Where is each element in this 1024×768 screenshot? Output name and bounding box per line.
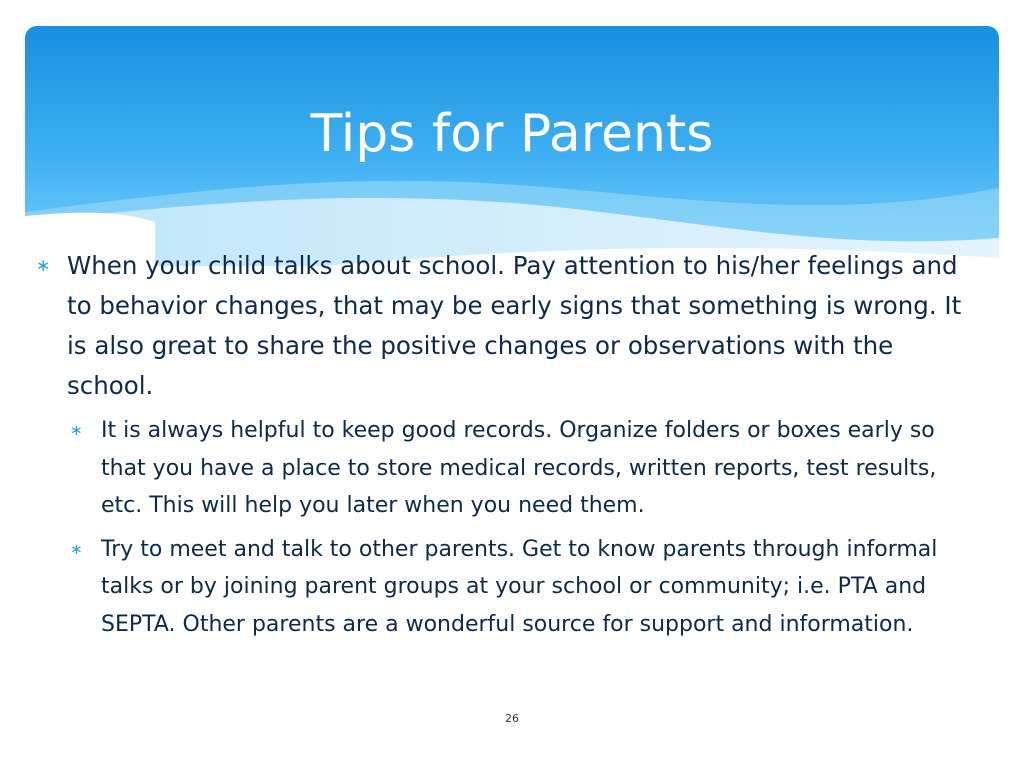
sub-bullet-text: It is always helpful to keep good records. Organize folders or boxes early so that you have a place to store medical records, written reports, test results, etc. This will help you later when you need them. xyxy=(101,418,937,518)
page-number: 26 xyxy=(505,712,519,725)
slide-title: Tips for Parents xyxy=(310,104,714,164)
asterisk-bullet-icon: ∗ xyxy=(70,421,83,439)
main-bullet-point xyxy=(36,246,976,406)
main-bullet-text: When your child talks about school. Pay attention to his/her feelings and to behavior changes, that may be early signs that something is wrong. It is also great to share the positive changes or observations with the school. xyxy=(67,251,962,400)
asterisk-bullet-icon: ∗ xyxy=(36,256,51,276)
asterisk-bullet-icon: ∗ xyxy=(70,539,83,558)
sub-bullet-point xyxy=(70,531,976,644)
sub-bullet-point xyxy=(70,412,976,525)
slide-body xyxy=(36,246,976,643)
sub-bullet-text: Try to meet and talk to other parents. Get to know parents through informal talks or by joining parent groups at your school or community; i.e. PTA and SEPTA. Other parents are a wonderful source for support and information. xyxy=(101,536,938,637)
title-banner xyxy=(25,26,999,266)
